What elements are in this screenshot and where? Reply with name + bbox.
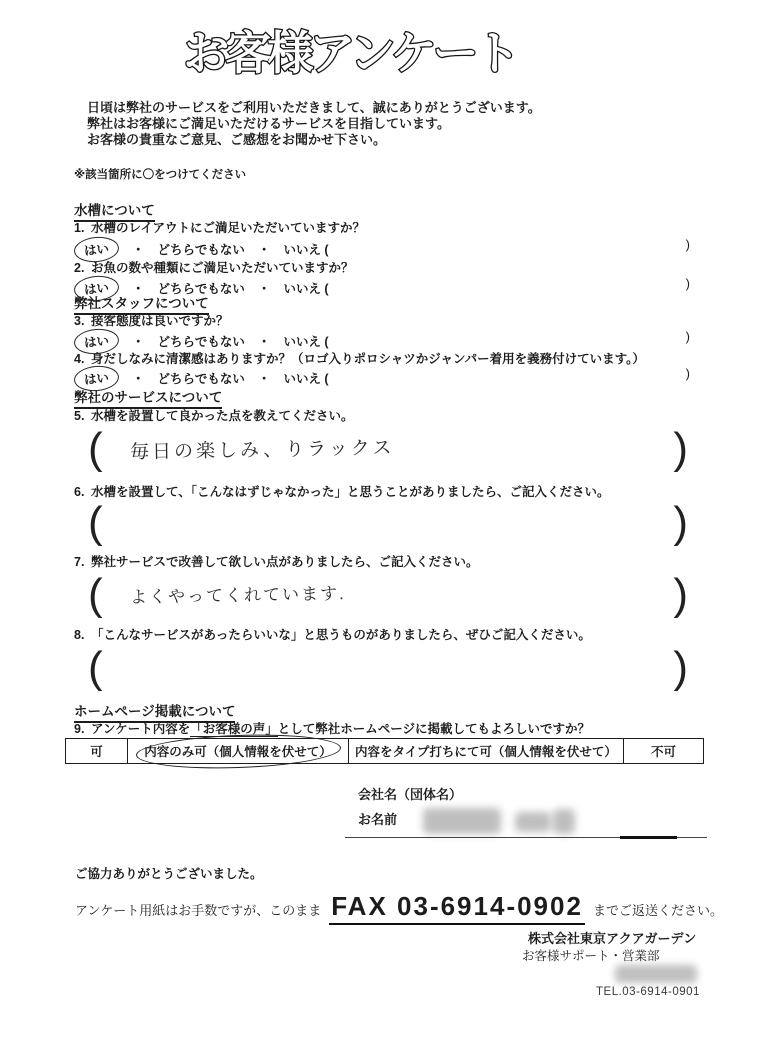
option-separator: ・ (132, 243, 145, 257)
option-yes: はい (83, 280, 110, 298)
open-paren: ( (88, 498, 103, 547)
option-neutral: どちらでもない (157, 372, 245, 386)
option-separator: ・ (257, 282, 271, 296)
question-8 (74, 625, 591, 643)
question-7-number: 7. (74, 555, 85, 569)
q5-answer-area (88, 426, 688, 472)
redacted-name-blur (515, 812, 551, 832)
q8-answer-area (88, 645, 688, 691)
question-2-number: 2. (74, 261, 85, 275)
option-no: いいえ ( (283, 372, 329, 386)
question-9-text-after: として弊社ホームページに掲載してもよろしいですか？ (277, 722, 591, 736)
option-separator: ・ (257, 335, 271, 349)
answer-close-paren: ) (685, 366, 690, 381)
question-6 (74, 482, 610, 500)
redacted-contact-blur (615, 965, 697, 983)
open-paren: ( (88, 424, 103, 473)
redacted-name-blur (553, 809, 575, 834)
open-paren: ( (88, 570, 103, 619)
question-2-text: お魚の数や種類にご満足いただいていますか？ (91, 261, 354, 275)
question-9-number: 9. (74, 722, 85, 736)
consent-options-table (65, 738, 704, 764)
consent-cell-typed (349, 739, 624, 763)
question-4 (74, 349, 645, 367)
consent-selected-circle (135, 731, 341, 771)
question-9-text-before: アンケート内容を (91, 722, 191, 736)
question-3 (74, 311, 229, 329)
intro-line-2: 弊社はお客様にご満足いただけるサービスを目指しています。 (87, 116, 450, 131)
question-3-text: 接客態度は良いですか？ (91, 314, 229, 328)
redacted-name-blur (423, 808, 501, 834)
question-5-text: 水槽を設置して良かった点を教えてください。 (91, 409, 354, 423)
consent-cell-label: 可 (90, 745, 103, 759)
question-4-number: 4. (74, 352, 85, 366)
question-3-number: 3. (74, 314, 85, 328)
option-no: いいえ ( (283, 243, 329, 257)
department-name: お客様サポート・営業部 (522, 949, 660, 963)
question-8-number: 8. (74, 628, 85, 642)
section-heading-service: 弊社のサービスについて (74, 386, 222, 409)
intro-paragraph (87, 100, 541, 148)
q7-answer-area (88, 572, 688, 618)
q5-handwritten-answer: 毎日の楽しみ、りラックス (129, 437, 395, 464)
section-heading-tank: 水槽について (74, 199, 155, 222)
open-paren: ( (88, 643, 103, 692)
page-title (127, 12, 573, 90)
respondent-name-label: お名前 (358, 812, 398, 827)
phone-number: TEL.03-6914-0901 (596, 986, 700, 998)
option-no: いいえ ( (283, 335, 329, 349)
question-6-text: 水槽を設置して、「こんなはずじゃなかった」と思うことがありましたら、ご記入ください。 (91, 485, 610, 499)
intro-line-1: 日頃は弊社のサービスをご利用いただきまして、誠にありがとうございます。 (87, 100, 541, 115)
svg-text:お客様アンケート: お客様アンケート (183, 27, 517, 79)
option-yes: はい (83, 241, 110, 259)
consent-cell-label: 内容のみ可（個人情報を伏せて） (144, 745, 332, 759)
answer-close-paren: ) (685, 237, 690, 252)
question-5-number: 5. (74, 409, 85, 423)
option-separator: ・ (257, 243, 271, 257)
consent-cell-label: 内容をタイプ打ちにて可（個人情報を伏せて） (355, 745, 617, 759)
section-heading-homepage: ホームページ掲載について (74, 700, 235, 723)
section-heading-staff: 弊社スタッフについて (74, 292, 209, 315)
option-neutral: どちらでもない (157, 335, 245, 349)
option-no: いいえ ( (283, 282, 329, 296)
question-1-number: 1. (74, 221, 85, 235)
thanks-message: ご協力ありがとうございました。 (75, 867, 263, 881)
fax-number: FAX 03-6914-0902 (329, 891, 585, 925)
answer-close-paren: ) (685, 276, 690, 291)
company-name: 株式会社東京アクアガーデン (528, 931, 697, 946)
question-7-text: 弊社サービスで改善して欲しい点がありましたら、ご記入ください。 (91, 555, 479, 569)
consent-cell-content-only (128, 739, 349, 763)
question-8-text: 「こんなサービスがあったらいいな」と思うものがありましたら、ぜひご記入ください。 (91, 628, 591, 642)
company-name-label: 会社名（団体名） (358, 787, 463, 802)
question-6-number: 6. (74, 485, 85, 499)
question-1-text: 水槽のレイアウトにご満足いただいていますか？ (91, 221, 366, 235)
question-5 (74, 406, 354, 424)
intro-line-3: お客様の貴重なご意見、ご感想をお聞かせ下さい。 (87, 132, 387, 147)
consent-cell-no (624, 739, 703, 763)
circle-instruction: ※該当箇所に〇をつけてください (74, 169, 247, 181)
option-neutral: どちらでもない (157, 282, 245, 296)
option-separator: ・ (132, 335, 145, 349)
consent-cell-ok (66, 739, 128, 763)
option-separator: ・ (257, 372, 271, 386)
consent-cell-label: 不可 (650, 745, 676, 759)
question-7 (74, 552, 479, 570)
fax-text-after: までご返送ください。 (592, 903, 723, 918)
q7-handwritten-answer: よくやってくれています. (129, 584, 346, 607)
question-4-text: 身だしなみに清潔感はありますか？（ロゴ入りポロシャツかジャンパー着用を義務付けています。） (91, 352, 645, 366)
close-paren: ) (673, 570, 688, 619)
question-2 (74, 258, 354, 276)
fax-text-before: アンケート用紙はお手数ですが、このまま (75, 903, 322, 918)
answer-close-paren: ) (685, 329, 690, 344)
option-yes: はい (83, 333, 110, 351)
close-paren: ) (673, 424, 688, 473)
signature-underline-mark (620, 836, 677, 839)
option-separator: ・ (132, 372, 145, 386)
option-neutral: どちらでもない (157, 243, 245, 257)
option-separator: ・ (132, 282, 145, 296)
question-9 (74, 719, 590, 737)
fax-instruction-row (75, 891, 723, 925)
close-paren: ) (673, 498, 688, 547)
close-paren: ) (673, 643, 688, 692)
option-yes: はい (83, 370, 110, 388)
q6-answer-area (88, 500, 688, 546)
question-9-quoted: 「お客様の声」 (190, 722, 278, 736)
question-1 (74, 218, 365, 236)
